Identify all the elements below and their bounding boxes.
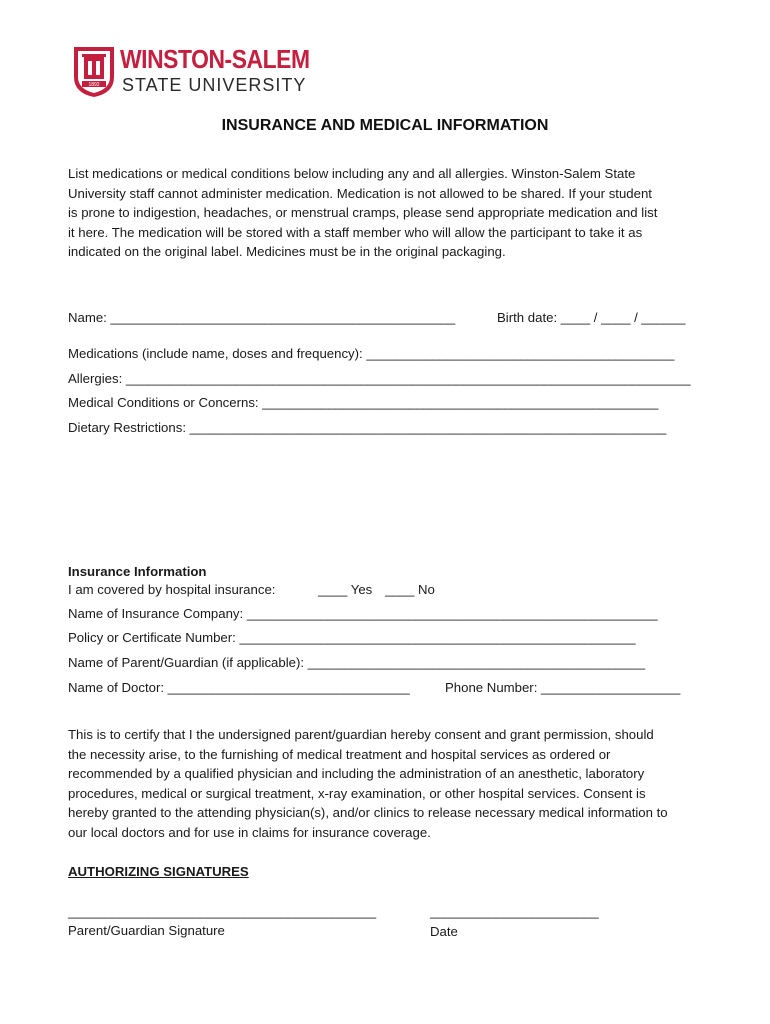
consent-line: hereby granted to the attending physician(s), and/or clinics to release necessary medical information to — [68, 805, 668, 821]
parent-signature-label: Parent/Guardian Signature — [68, 923, 225, 938]
medications-field[interactable]: Medications (include name, doses and frequency): __________________________________________ — [68, 346, 675, 361]
phone-number-field[interactable]: Phone Number: ___________________ — [445, 680, 681, 695]
intro-line: University staff cannot administer medication. Medication is not allowed to be shared. If your student — [68, 185, 652, 201]
policy-number-field[interactable]: Policy or Certificate Number: ______________________________________________________ — [68, 630, 636, 645]
university-seal-logo — [70, 43, 118, 99]
logo-wordmark-line2: STATE UNIVERSITY — [122, 75, 307, 95]
insurance-company-field[interactable]: Name of Insurance Company: ________________________________________________________ — [68, 606, 658, 621]
consent-line: our local doctors and for use in claims for insurance coverage. — [68, 824, 431, 840]
medical-conditions-field[interactable]: Medical Conditions or Concerns: ______________________________________________________ — [68, 395, 659, 410]
dietary-restrictions-field[interactable]: Dietary Restrictions: _________________________________________________________________ — [68, 420, 667, 435]
name-field[interactable]: Name: _______________________________________________ — [68, 310, 456, 325]
parent-signature-line[interactable]: __________________________________________ — [68, 904, 377, 919]
parent-guardian-name-field[interactable]: Name of Parent/Guardian (if applicable): ______________________________________________ — [68, 655, 646, 670]
birth-date-field[interactable]: Birth date: ____ / ____ / ______ — [497, 310, 686, 325]
intro-line: it here. The medication will be stored with a staff member who will allow the participant to take it as — [68, 224, 643, 240]
insurance-yes-option[interactable]: ____ Yes — [318, 582, 373, 597]
intro-paragraph — [68, 164, 708, 262]
intro-line: is prone to indigestion, headaches, or menstrual cramps, please send appropriate medication and list — [68, 205, 658, 221]
insurance-heading: Insurance Information — [68, 564, 207, 579]
allergies-field[interactable]: Allergies: _____________________________________________________________________________ — [68, 371, 691, 386]
doctor-name-field[interactable]: Name of Doctor: _________________________________ — [68, 680, 410, 695]
intro-line: List medications or medical conditions below including any and all allergies. Winston-Salem State — [68, 166, 636, 181]
logo-wordmark-line1: WINSTON-SALEM — [120, 44, 310, 74]
page-title: INSURANCE AND MEDICAL INFORMATION — [221, 117, 549, 134]
date-label: Date — [430, 924, 458, 939]
intro-line: indicated on the original label. Medicines must be in the original packaging. — [68, 244, 506, 260]
insurance-no-option[interactable]: ____ No — [385, 582, 435, 597]
consent-line: the necessity arise, to the furnishing of medical treatment and hospital services as ordered or — [68, 746, 611, 762]
consent-line: This is to certify that I the undersigned parent/guardian hereby consent and grant permission, should — [68, 727, 654, 742]
consent-line: procedures, medical or surgical treatment, x-ray examination, or other hospital services. Consent is — [68, 785, 646, 801]
date-line[interactable]: _______________________ — [430, 904, 599, 919]
consent-paragraph — [68, 725, 708, 843]
authorizing-signatures-heading: AUTHORIZING SIGNATURES — [68, 864, 249, 879]
consent-line: recommended by a qualified physician and including the administration of an anesthetic, laboratory — [68, 766, 645, 782]
insurance-covered-label: I am covered by hospital insurance: — [68, 582, 276, 597]
seal-year: 1892 — [88, 82, 100, 88]
